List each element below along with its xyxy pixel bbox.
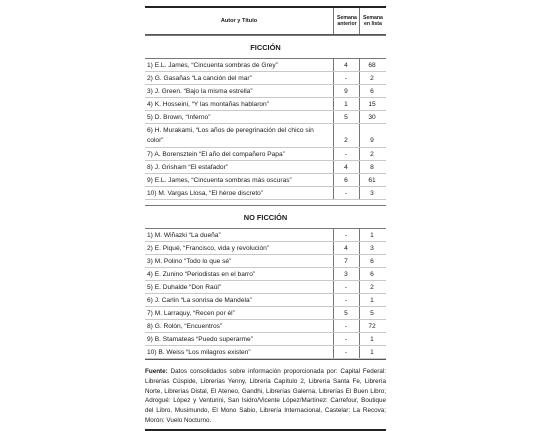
source-note [145,367,386,426]
book-title: 1) E.L. James, “Cincuenta sombras de Grey” [147,62,278,69]
book-title: 6) J. Carlin “La sonrisa de Mandela” [147,297,252,304]
table-row [145,242,386,255]
source-text: Datos consolidados sobre información proporcionada por: Capital Federal: Librerías Cúspide, Librerías Yenny, Librería Capítulo 2, Librería Santa Fe, Librería Norte, Librerías Distal, El Ateneo, Gandhi, Librerías Galerna, Librerías El Buen Libro; Adrogué: López y Venturini, San Isidro/Vicente López/Martínez: Carrefour, Boutique del Libro, Musimundo, El Mono Sabio, Librería Internacional, Castelar: La Recova; Morón: Vuelo Nocturno. [145,368,386,424]
previous-week-rank: - [344,284,348,291]
table-row [145,229,386,242]
column-header-previous-week: Semana anterior [333,8,360,34]
previous-week-rank: 1 [344,101,348,108]
weeks-on-list: 2 [370,151,374,158]
table-row [145,255,386,268]
table-row [145,174,386,187]
previous-week-rank: - [344,336,348,343]
weeks-on-list: 2 [370,75,374,82]
book-title: 3) M. Polino “Todo lo que sé” [147,258,232,265]
table-row [145,98,386,111]
book-title: 1) M. Wiñazki “La dueña” [147,232,221,239]
book-title: 9) B. Stamateas “Puedo superarme” [147,336,253,343]
book-title: 5) E. Duhalde “Don Raúl” [147,284,222,291]
section-title-nonfiction: NO FICCIÓN [145,205,386,229]
table-row [145,333,386,346]
table-row [145,72,386,85]
book-title: 7) A. Borensztein “El año del compañero Papa” [147,151,285,158]
book-title: 4) K. Hosseini, “Y las montañas hablaron” [147,101,269,108]
weeks-on-list: 1 [370,297,374,304]
table-row [145,281,386,294]
previous-week-rank: 5 [344,114,348,121]
weeks-on-list: 8 [370,164,374,171]
weeks-on-list: 2 [370,284,374,291]
previous-week-rank: - [344,349,348,356]
nonfiction-list [145,229,386,360]
table-header [145,6,386,35]
previous-week-rank: 5 [344,310,348,317]
book-title: 2) E. Piqué, “Francisco, vida y revolución” [147,245,270,252]
table-row [145,111,386,124]
weeks-on-list: 6 [370,271,374,278]
weeks-on-list: 3 [370,245,374,252]
weeks-on-list: 9 [370,137,374,144]
weeks-on-list: 1 [370,349,374,356]
section-title-fiction: FICCIÓN [145,35,386,59]
previous-week-rank: - [344,190,348,197]
previous-week-rank: - [344,151,348,158]
book-title: 10) M. Vargas Llosa, “El héroe discreto” [147,190,264,197]
table-row [145,268,386,281]
previous-week-rank: 2 [344,137,348,144]
previous-week-rank: - [344,232,348,239]
weeks-on-list: 72 [368,323,376,330]
book-title: 8) J. Grisham “El estafador” [147,164,228,171]
book-title: 3) J. Green. “Bajo la misma estrella” [147,88,253,95]
table-row [145,294,386,307]
weeks-on-list: 1 [370,336,374,343]
table-row [145,346,386,359]
weeks-on-list: 3 [370,190,374,197]
previous-week-rank: 3 [344,271,348,278]
previous-week-rank: - [344,323,348,330]
weeks-on-list: 61 [368,177,376,184]
table-row [145,148,386,161]
weeks-on-list: 15 [368,101,376,108]
book-title: 8) G. Rolón, “Encuentros” [147,323,223,330]
book-title: 6) H. Murakami, “Los años de peregrinación del chico sin color” [147,127,314,144]
weeks-on-list: 30 [368,114,376,121]
bestseller-table [145,6,386,431]
weeks-on-list: 6 [370,258,374,265]
bottom-rule [145,429,386,431]
weeks-on-list: 1 [370,232,374,239]
table-row [145,307,386,320]
weeks-on-list: 5 [370,310,374,317]
table-row [145,161,386,174]
source-label: Fuente: [145,368,168,375]
book-title: 2) G. Gasañas “La canción del mar” [147,75,252,82]
previous-week-rank: 4 [344,62,348,69]
table-row [145,59,386,72]
book-title: 9) E.L. James, “Cincuenta sombras más oscuras” [147,177,292,184]
fiction-list [145,59,386,200]
column-header-weeks-on-list: Semana en lista [359,8,386,34]
table-row [145,124,386,148]
table-row [145,320,386,333]
weeks-on-list: 68 [368,62,376,69]
previous-week-rank: 4 [344,245,348,252]
weeks-on-list: 6 [370,88,374,95]
previous-week-rank: - [344,75,348,82]
book-title: 10) B. Weiss “Los milagros existen” [147,349,251,356]
column-header-author-title: Autor y Título [220,18,258,24]
previous-week-rank: 7 [344,258,348,265]
previous-week-rank: 9 [344,88,348,95]
book-title: 7) M. Larraquy, “Recen por él” [147,310,235,317]
table-row [145,85,386,98]
table-row [145,187,386,200]
book-title: 5) D. Brown, “Inferno” [147,114,211,121]
previous-week-rank: - [344,297,348,304]
previous-week-rank: 6 [344,177,348,184]
previous-week-rank: 4 [344,164,348,171]
book-title: 4) E. Zunino “Periodistas en el barro” [147,271,256,278]
